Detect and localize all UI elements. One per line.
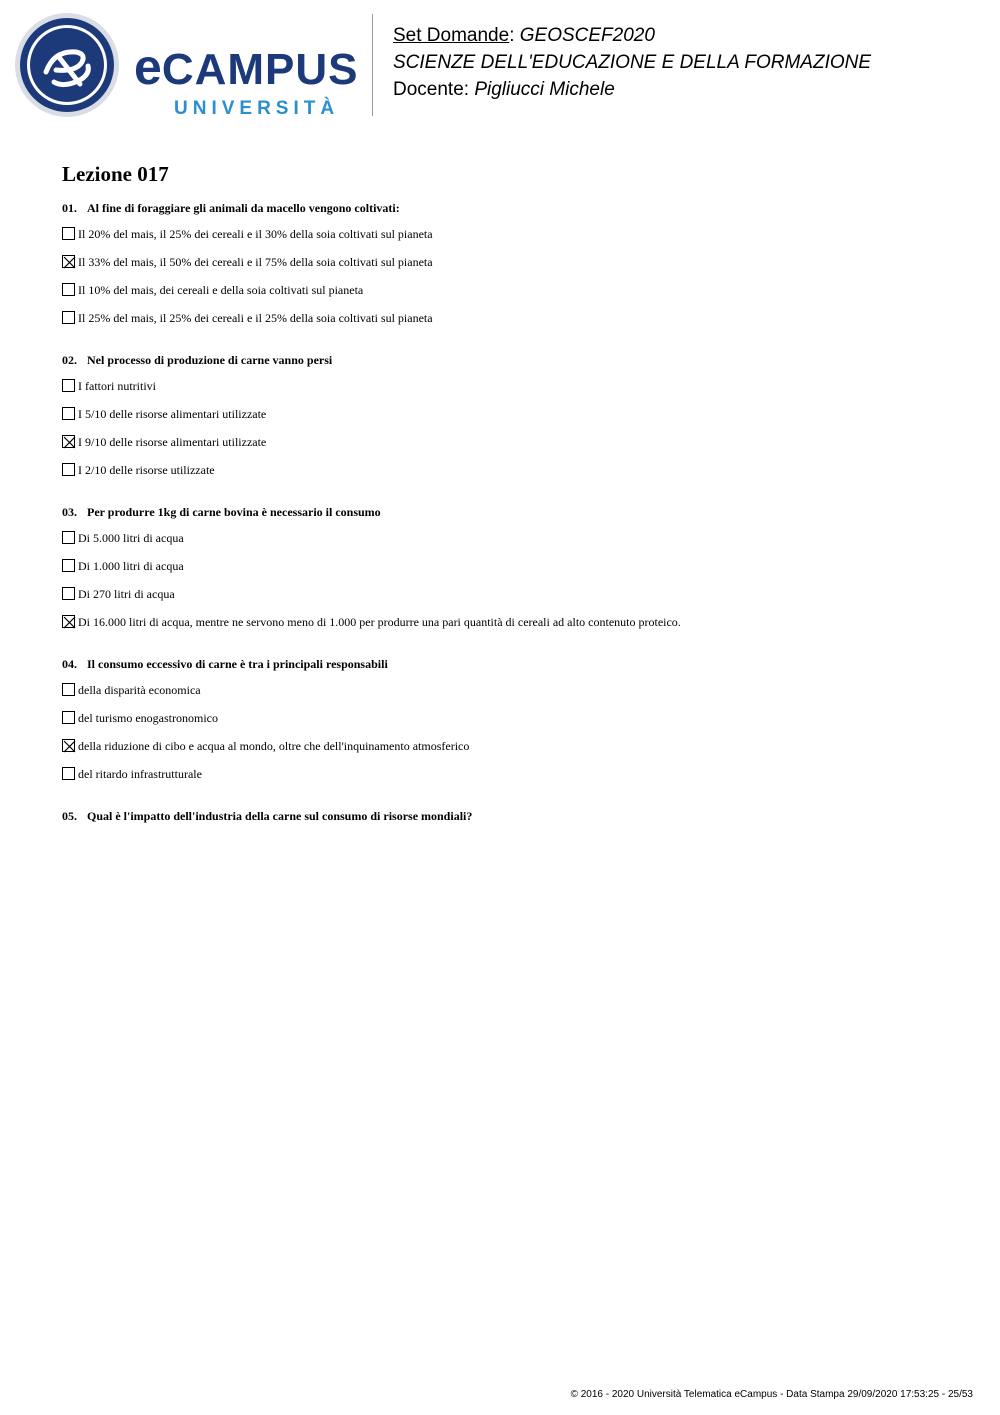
checked-checkbox[interactable] bbox=[62, 739, 75, 752]
answer-option[interactable] bbox=[62, 614, 962, 642]
checkbox[interactable] bbox=[62, 463, 75, 476]
header-info bbox=[393, 22, 871, 103]
question-list bbox=[62, 200, 962, 824]
lesson-title: Lezione 017 bbox=[62, 162, 169, 186]
option-label: della disparità economica bbox=[78, 683, 201, 697]
question-text bbox=[62, 504, 962, 520]
checkbox[interactable] bbox=[62, 767, 75, 780]
cross-mark-icon bbox=[63, 256, 76, 269]
checkbox[interactable] bbox=[62, 379, 75, 392]
option-label: I 9/10 delle risorse alimentari utilizzate bbox=[78, 435, 267, 449]
option-label: Il 20% del mais, il 25% dei cereali e il 30% della soia coltivati sul pianeta bbox=[78, 227, 433, 241]
set-value: GEOSCEF2020 bbox=[519, 25, 655, 46]
quiz-content bbox=[62, 160, 962, 838]
option-label: Di 270 litri di acqua bbox=[78, 587, 175, 601]
option-label: Di 16.000 litri di acqua, mentre ne servono meno di 1.000 per produrre una pari quantità di cereali ad alto contenuto proteico. bbox=[78, 615, 681, 629]
answer-option[interactable] bbox=[62, 378, 962, 406]
question-label: Al fine di foraggiare gli animali da macello vengono coltivati: bbox=[87, 201, 400, 215]
answer-option[interactable] bbox=[62, 310, 962, 338]
checkbox[interactable] bbox=[62, 407, 75, 420]
option-label: del ritardo infrastrutturale bbox=[78, 767, 202, 781]
question-5 bbox=[62, 808, 962, 824]
page-header bbox=[0, 0, 1000, 130]
cross-mark-icon bbox=[63, 436, 76, 449]
question-label: Nel processo di produzione di carne vanno persi bbox=[87, 353, 333, 367]
question-number: 02. bbox=[62, 353, 77, 367]
question-label: Il consumo eccessivo di carne è tra i principali responsabili bbox=[87, 657, 388, 671]
cross-mark-icon bbox=[63, 740, 76, 753]
option-label: I fattori nutritivi bbox=[78, 379, 156, 393]
answer-option[interactable] bbox=[62, 530, 962, 558]
teacher-line bbox=[393, 76, 871, 103]
logo-subtext: UNIVERSITÀ bbox=[174, 98, 340, 119]
answer-option[interactable] bbox=[62, 434, 962, 462]
checkbox[interactable] bbox=[62, 311, 75, 324]
option-label: I 2/10 delle risorse utilizzate bbox=[78, 463, 215, 477]
ecampus-emblem-icon bbox=[14, 12, 120, 118]
question-number: 01. bbox=[62, 201, 77, 215]
course-name: SCIENZE DELL'EDUCAZIONE E DELLA FORMAZIONE bbox=[393, 52, 872, 73]
checked-checkbox[interactable] bbox=[62, 255, 75, 268]
option-label: Il 33% del mais, il 50% dei cereali e il 75% della soia coltivati sul pianeta bbox=[78, 255, 433, 269]
option-label: I 5/10 delle risorse alimentari utilizzate bbox=[78, 407, 267, 421]
header-divider bbox=[372, 14, 373, 116]
option-label: della riduzione di cibo e acqua al mondo, oltre che dell'inquinamento atmosferico bbox=[78, 739, 470, 753]
checked-checkbox[interactable] bbox=[62, 435, 75, 448]
answer-option[interactable] bbox=[62, 710, 962, 738]
option-label: Di 5.000 litri di acqua bbox=[78, 531, 184, 545]
option-label: Il 10% del mais, dei cereali e della soia coltivati sul pianeta bbox=[78, 283, 364, 297]
logo-wordmark: eCAMPUS bbox=[134, 39, 359, 95]
answer-option[interactable] bbox=[62, 738, 962, 766]
question-text bbox=[62, 808, 962, 824]
checkbox[interactable] bbox=[62, 587, 75, 600]
question-3 bbox=[62, 504, 962, 642]
answer-option[interactable] bbox=[62, 462, 962, 490]
option-label: del turismo enogastronomico bbox=[78, 711, 218, 725]
answer-option[interactable] bbox=[62, 586, 962, 614]
question-1 bbox=[62, 200, 962, 338]
set-line: Set Domande: GEOSCEF2020 bbox=[393, 25, 655, 46]
question-text bbox=[62, 352, 962, 368]
answer-option[interactable] bbox=[62, 766, 962, 794]
answer-option[interactable] bbox=[62, 406, 962, 434]
question-number: 04. bbox=[62, 657, 77, 671]
teacher-label: Docente: bbox=[393, 79, 470, 100]
checkbox[interactable] bbox=[62, 227, 75, 240]
answer-option[interactable] bbox=[62, 282, 962, 310]
question-label: Per produrre 1kg di carne bovina è necessario il consumo bbox=[87, 505, 381, 519]
option-label: Di 1.000 litri di acqua bbox=[78, 559, 184, 573]
question-text bbox=[62, 656, 962, 672]
checkbox[interactable] bbox=[62, 559, 75, 572]
question-number: 05. bbox=[62, 809, 77, 823]
question-2 bbox=[62, 352, 962, 490]
checkbox[interactable] bbox=[62, 531, 75, 544]
option-label: Il 25% del mais, il 25% dei cereali e il 25% della soia coltivati sul pianeta bbox=[78, 311, 433, 325]
checkbox[interactable] bbox=[62, 283, 75, 296]
question-4 bbox=[62, 656, 962, 794]
set-label: Set Domande bbox=[393, 25, 510, 46]
teacher-name: Pigliucci Michele bbox=[474, 79, 615, 100]
checked-checkbox[interactable] bbox=[62, 615, 75, 628]
answer-option[interactable] bbox=[62, 558, 962, 586]
page-footer: © 2016 - 2020 Università Telematica eCampus - Data Stampa 29/09/2020 17:53:25 - 25/53 bbox=[570, 1389, 973, 1400]
checkbox[interactable] bbox=[62, 711, 75, 724]
question-text bbox=[62, 200, 962, 216]
answer-option[interactable] bbox=[62, 254, 962, 282]
ecampus-logo bbox=[14, 12, 364, 120]
question-label: Qual è l'impatto dell'industria della carne sul consumo di risorse mondiali? bbox=[87, 809, 473, 823]
question-number: 03. bbox=[62, 505, 77, 519]
answer-option[interactable] bbox=[62, 682, 962, 710]
checkbox[interactable] bbox=[62, 683, 75, 696]
cross-mark-icon bbox=[63, 616, 76, 629]
answer-option[interactable] bbox=[62, 226, 962, 254]
